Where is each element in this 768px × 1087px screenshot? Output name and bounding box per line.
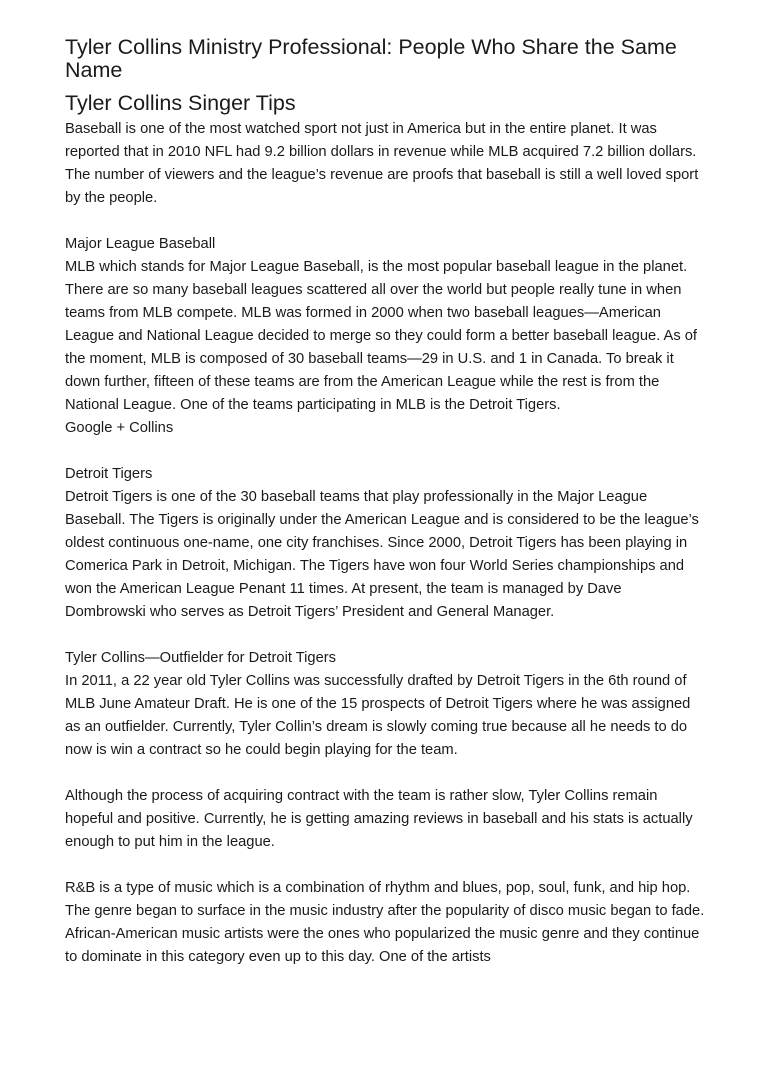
paragraph-spacer — [65, 624, 705, 647]
section-heading-tigers: Detroit Tigers — [65, 466, 153, 482]
section-body-outfielder: In 2011, a 22 year old Tyler Collins was successfully drafted by Detroit Tigers in the 6th round of MLB June Amateur Draft. He is one of the 15 prospects of Detroit Tigers where he was assigned as an outfielder. Currently, Tyler Collin’s dream is slowly coming true because all he needs to do now is win a contract so he could begin playing for the team. — [65, 673, 691, 758]
contract-paragraph: Although the process of acquiring contract with the team is rather slow, Tyler Collins remain hopeful and positive. Currently, he is getting amazing reviews in baseball and his stats is actually enough to put him in the league. — [65, 788, 693, 850]
section-body-mlb: MLB which stands for Major League Baseball, is the most popular baseball league in the planet. There are so many baseball leagues scattered all over the world but people really tune in when teams from MLB compete. MLB was formed in 2000 when two baseball leagues—American League and National League decided to merge so they could form a better baseball league. As of the moment, MLB is composed of 30 baseball teams—29 in U.S. and 1 in Canada. To break it down further, fifteen of these teams are from the American League while the rest is from the National League. One of the teams participating in MLB is the Detroit Tigers. — [65, 259, 697, 413]
document-page — [65, 36, 705, 969]
section-heading-outfielder: Tyler Collins—Outfielder for Detroit Tigers — [65, 650, 336, 666]
paragraph-spacer — [65, 762, 705, 785]
paragraph-spacer — [65, 210, 705, 233]
google-plus-line: Google + Collins — [65, 420, 174, 436]
section-heading-mlb: Major League Baseball — [65, 236, 216, 252]
document-subtitle: Tyler Collins Singer Tips — [65, 91, 296, 115]
paragraph-spacer — [65, 440, 705, 463]
section-body-tigers: Detroit Tigers is one of the 30 baseball teams that play professionally in the Major League Baseball. The Tigers is originally under the American League and is considered to be the league’s oldest continuous one-name, one city franchises. Since 2000, Detroit Tigers has been playing in Comerica Park in Detroit, Michigan. The Tigers have won four World Series championships and won the American League Penant 11 times. At present, the team is managed by Dave Dombrowski who serves as Detroit Tigers’ President and General Manager. — [65, 489, 699, 620]
document-title: Tyler Collins Ministry Professional: People Who Share the Same Name — [65, 35, 677, 82]
paragraph-spacer — [65, 854, 705, 877]
intro-paragraph: Baseball is one of the most watched sport not just in America but in the entire planet. It was reported that in 2010 NFL had 9.2 billion dollars in revenue while MLB acquired 7.2 billion dollars. The number of viewers and the league’s revenue are proofs that baseball is still a well loved sport by the people. — [65, 121, 699, 206]
rnb-paragraph: R&B is a type of music which is a combination of rhythm and blues, pop, soul, funk, and hip hop. The genre began to surface in the music industry after the popularity of disco music began to fade. African-American music artists were the ones who popularized the music genre and they continue to dominate in this category even up to this day. One of the artists — [65, 880, 705, 965]
document-body — [65, 118, 705, 969]
